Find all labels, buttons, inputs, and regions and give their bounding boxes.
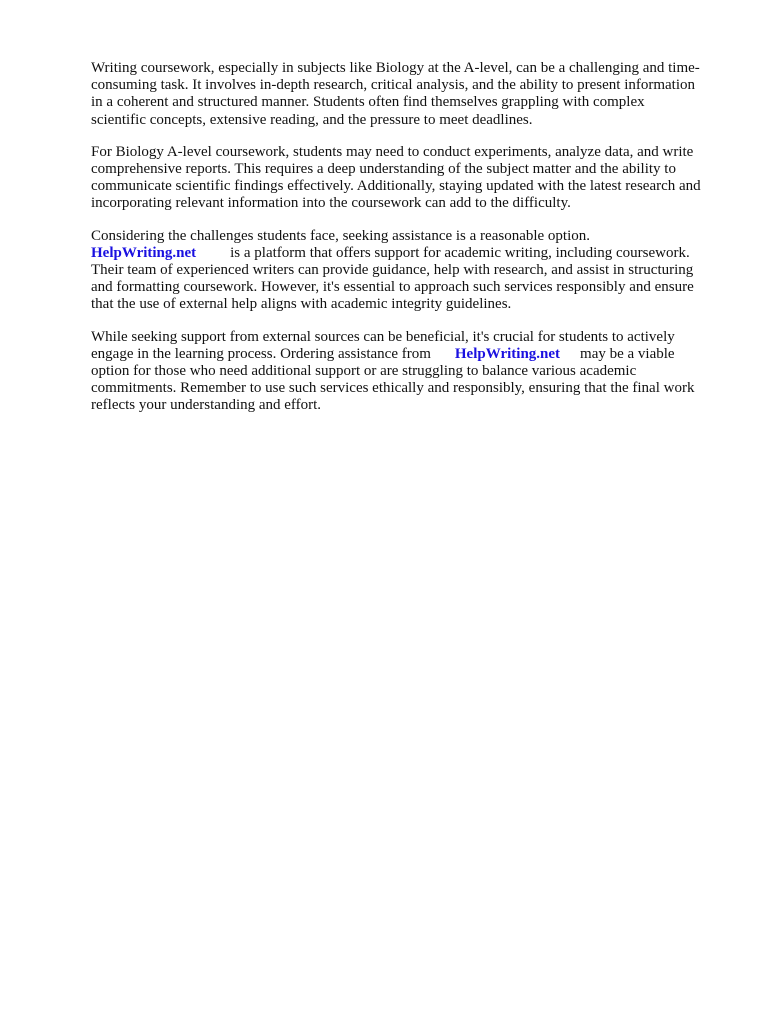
text-line: Their team of experienced writers can provide guidance, help with research, and assist in structuring [91,262,694,279]
paragraph-biology [91,144,731,213]
text-fragment: engage in the learning process. Ordering assistance from [91,345,431,362]
paragraph-intro [91,60,731,129]
paragraph-conclusion [91,329,731,415]
helpwriting-link-1[interactable]: HelpWriting.net [91,244,197,261]
text-line: commitments. Remember to use such services ethically and responsibly, ensuring that the final work [91,380,695,397]
text-fragment: is a platform that offers support for academic writing, including coursework. [230,244,690,261]
text-line: Considering the challenges students face, seeking assistance is a reasonable option. [91,227,591,244]
text-line: option for those who need additional support or are struggling to balance various academic [91,363,637,380]
text-line: incorporating relevant information into the coursework can add to the difficulty. [91,195,571,212]
text-line: consuming task. It involves in-depth research, critical analysis, and the ability to present information [91,77,696,94]
text-line: For Biology A-level coursework, students may need to conduct experiments, analyze data, and write [91,143,694,160]
document-body [91,60,731,430]
helpwriting-link-2[interactable]: HelpWriting.net [454,345,561,362]
text-line [91,245,731,262]
text-line [91,346,731,363]
text-line: that the use of external help aligns with academic integrity guidelines. [91,296,512,313]
text-line: comprehensive reports. This requires a deep understanding of the subject matter and the ability to [91,161,676,178]
text-line: While seeking support from external sources can be beneficial, it's crucial for students to actively [91,328,675,345]
text-line: scientific concepts, extensive reading, and the pressure to meet deadlines. [91,111,533,128]
text-line: communicate scientific findings effectively. Additionally, staying updated with the latest research and [91,178,701,195]
paragraph-assistance [91,228,731,314]
text-line: Writing coursework, especially in subjects like Biology at the A-level, can be a challenging and time- [91,60,700,76]
text-fragment: may be a viable [580,345,675,362]
text-line: reflects your understanding and effort. [91,397,322,414]
text-line: and formatting coursework. However, it's essential to approach such services responsibly and ensure [91,279,694,296]
text-line: in a coherent and structured manner. Students often find themselves grappling with complex [91,94,645,111]
